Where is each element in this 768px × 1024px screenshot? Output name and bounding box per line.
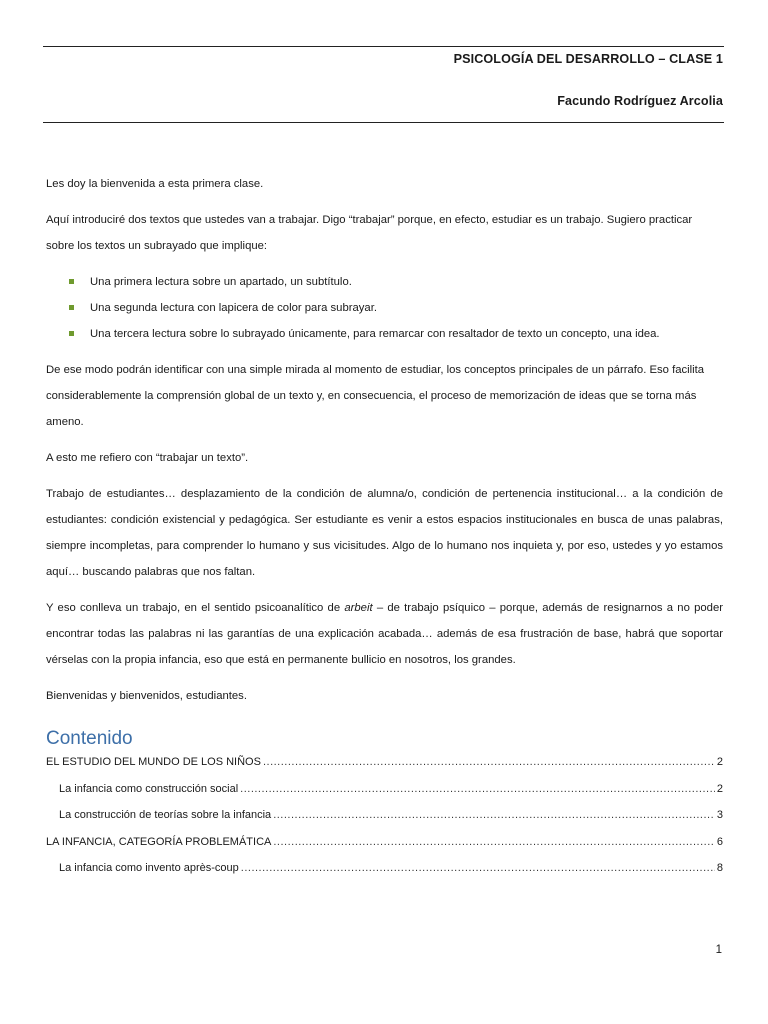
toc-entry-title: LA INFANCIA, CATEGORÍA PROBLEMÁTICA <box>46 835 272 848</box>
toc-entry-construccion-social[interactable] <box>46 779 723 806</box>
toc-entry-page: 8 <box>716 862 723 874</box>
toc-entry-construccion-teorias[interactable] <box>46 805 723 832</box>
header-rule-bottom <box>43 122 724 123</box>
square-bullet-icon <box>69 305 74 310</box>
toc-leader-dots <box>241 858 715 878</box>
author-name: Facundo Rodríguez Arcolia <box>557 94 723 108</box>
paragraph-method: De ese modo podrán identificar con una simple mirada al momento de estudiar, los conceptos principales de un párrafo. Eso facilita considerablemente la comprensión global de un texto y, en consecuencia, el proceso de memorización de ideas que se torna más ameno. <box>46 364 705 428</box>
toc-entry-page: 2 <box>716 756 723 768</box>
toc-entry-categoria-problematica[interactable] <box>46 832 723 859</box>
term-arbeit: arbeit <box>344 602 373 614</box>
header-rule-top <box>43 46 724 47</box>
paragraph-arbeit: Y eso conlleva un trabajo, en el sentido psicoanalítico de arbeit – de trabajo psíquico – porque, además de resignarnos a no poder encontrar todas las palabras ni las garantías de una explicación acabada… además de esa frustración de base, habrá que soportar vérselas con la propia infancia, eso que está en permanente bullicio en nosotros, los grandes. <box>46 602 723 666</box>
paragraph-work-text: A esto me refiero con “trabajar un texto”. <box>46 452 249 464</box>
toc-entry-title: La infancia como invento après-coup <box>59 862 239 874</box>
toc-entry-title: La infancia como construcción social <box>59 782 239 795</box>
list-item: Una primera lectura sobre un apartado, un subtítulo. <box>46 269 723 295</box>
toc-entry-page: 2 <box>716 782 723 795</box>
toc-entry-estudio-mundo[interactable] <box>46 752 723 779</box>
square-bullet-icon <box>69 279 74 284</box>
toc-heading: Contenido <box>46 728 133 749</box>
table-of-contents <box>46 752 723 885</box>
page-number: 1 <box>715 944 722 956</box>
list-item: Una tercera lectura sobre lo subrayado únicamente, para remarcar con resaltador de texto un concepto, una idea. <box>46 321 723 347</box>
document-body <box>46 171 723 719</box>
paragraph-students: Trabajo de estudiantes… desplazamiento de la condición de alumna/o, condición de pertenencia institucional… a la condición de estudiantes: condición existencial y pedagógica. Ser estudiante es venir a estos espacios institucionales en busca de unas palabras, siempre incompletas, para comprender lo humano y sus vicisitudes. Algo de lo humano nos inquieta y, por eso, ustedes y yo estamos aquí… buscando palabras que nos faltan. <box>46 488 723 578</box>
toc-leader-dots <box>240 779 715 799</box>
reading-steps-list <box>46 269 723 347</box>
course-title: PSICOLOGÍA DEL DESARROLLO – CLASE 1 <box>453 52 723 66</box>
toc-leader-dots <box>273 832 715 852</box>
toc-entry-page: 3 <box>716 809 723 821</box>
toc-entry-page: 6 <box>716 835 723 848</box>
list-item: Una segunda lectura con lapicera de color para subrayar. <box>46 295 723 321</box>
toc-leader-dots <box>263 752 715 772</box>
paragraph-intro: Aquí introduciré dos textos que ustedes van a trabajar. Digo “trabajar” porque, en efecto, estudiar es un trabajo. Sugiero practicar sobre los textos un subrayado que implique: <box>46 214 693 252</box>
toc-entry-title: La construcción de teorías sobre la infancia <box>59 809 272 821</box>
paragraph-closing: Bienvenidas y bienvenidos, estudiantes. <box>46 690 247 702</box>
paragraph-welcome: Les doy la bienvenida a esta primera clase. <box>46 178 264 190</box>
toc-entry-invento-apres-coup[interactable] <box>46 858 723 885</box>
toc-entry-title: EL ESTUDIO DEL MUNDO DE LOS NIÑOS <box>46 756 261 768</box>
toc-leader-dots <box>273 805 715 825</box>
square-bullet-icon <box>69 331 74 336</box>
